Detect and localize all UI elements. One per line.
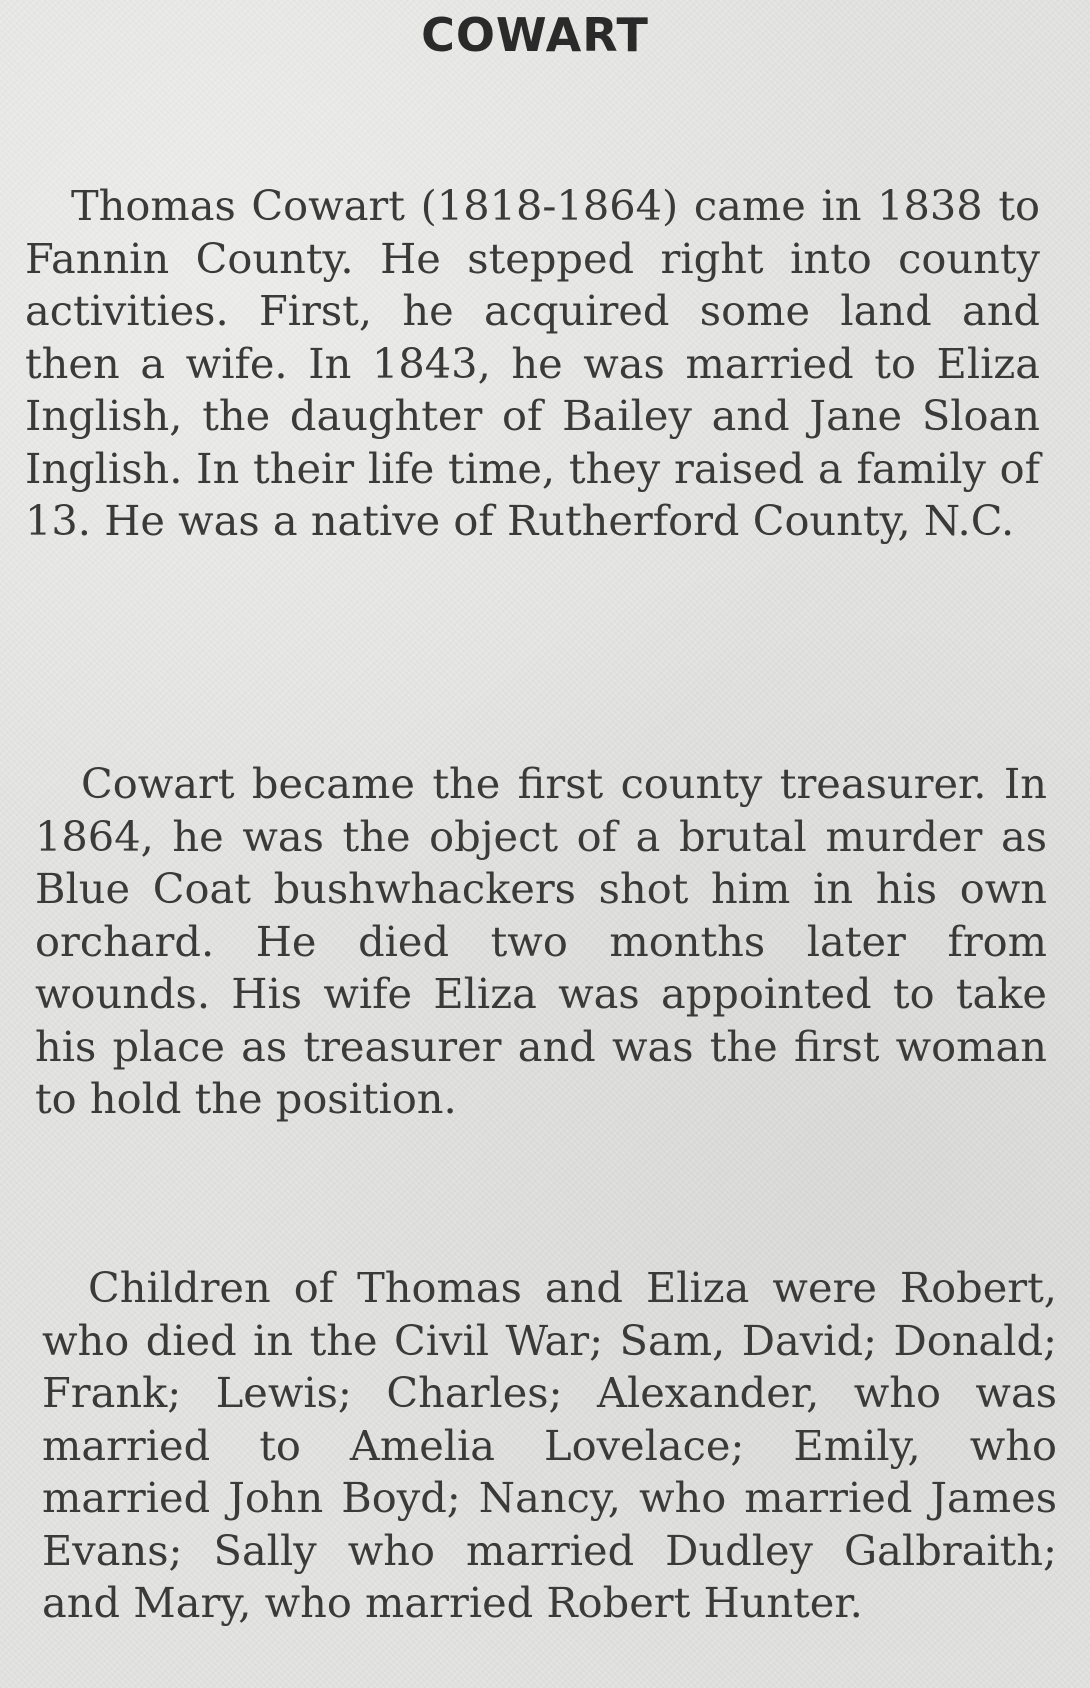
paragraph-treasurer: Cowart became the first county treasurer. In 1864, he was the object of a brutal murder as Blue Coat bushwhackers shot him in his own orchard. He died two months later from wounds. His wife Eliza was appointed to take his place as treasurer and was the first woman to hold the position. (35, 759, 1047, 1123)
paragraph-arrival: Thomas Cowart (1818-1864) came in 1838 to Fannin County. He stepped right into county activities. First, he acquired some land and then a wife. In 1843, he was married to Eliza Inglish, the daughter of Bailey and Jane Sloan Inglish. In their life time, they raised a family of 13. He was a native of Rutherford County, N.C. (25, 181, 1040, 545)
paragraph-children: Children of Thomas and Eliza were Robert, who died in the Civil War; Sam, David; Donald; Frank; Lewis; Charles; Alexander, who was married to Amelia Lovelace; Emily, who married John Boyd; Nancy, who married James Evans; Sally who married Dudley Galbraith; and Mary, who married Robert Hunter. (42, 1263, 1057, 1627)
page-title: COWART (421, 8, 649, 62)
